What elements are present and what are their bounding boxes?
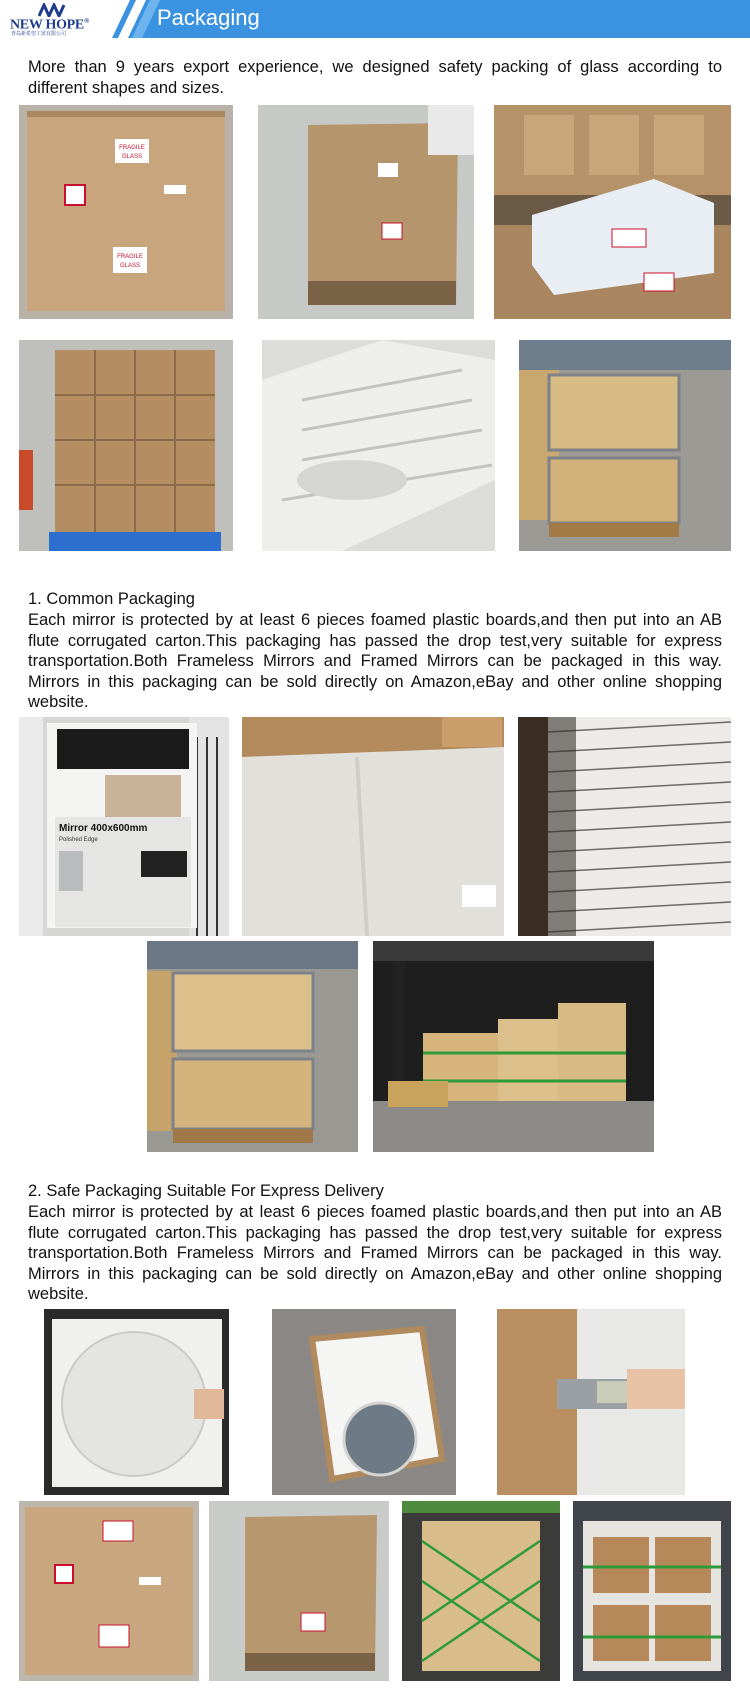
photo-round-mirror-foam <box>44 1309 229 1495</box>
section2-heading: 2. Safe Packaging Suitable For Express Delivery <box>28 1182 384 1200</box>
photo-stacked-boxes <box>518 717 731 936</box>
photo-mirror-in-box <box>272 1309 456 1495</box>
section1-heading: 1. Common Packaging <box>28 590 195 608</box>
photo-crates-closeup <box>147 941 358 1152</box>
svg-text:FRAGILE: FRAGILE <box>117 254 143 260</box>
photo-carton-flat-2 <box>19 1501 199 1681</box>
photo-container-crates <box>573 1501 731 1681</box>
photo-wooden-crates <box>519 340 731 551</box>
photo-carton-long <box>258 105 474 319</box>
photo-container-loading <box>373 941 654 1152</box>
photo-white-box-stack <box>494 105 731 319</box>
photo-carton-flat <box>19 105 233 319</box>
page-title: Packaging <box>157 5 260 30</box>
logo-mark-icon <box>38 3 66 17</box>
svg-text:Polished Edge: Polished Edge <box>59 837 98 843</box>
svg-text:GLASS: GLASS <box>119 263 141 269</box>
photo-container-strapped <box>402 1501 560 1681</box>
svg-text:FRAGILE: FRAGILE <box>119 145 145 151</box>
photo-flat-carton-open <box>242 717 504 936</box>
photo-mirror-box <box>19 717 229 936</box>
logo-text: NEW HOPE® <box>10 17 89 33</box>
company-logo <box>0 0 112 38</box>
svg-text:Mirror 400x600mm: Mirror 400x600mm <box>59 823 148 834</box>
logo-subtitle: 青岛新希望工贸有限公司 <box>11 31 67 37</box>
svg-text:GLASS: GLASS <box>121 154 143 160</box>
page-header <box>0 0 750 38</box>
photo-carton-long-2 <box>209 1501 389 1681</box>
photo-pallet-cartons <box>19 340 233 551</box>
photo-foam-boards <box>262 340 495 551</box>
photo-caliper-measure <box>497 1309 685 1495</box>
intro-text: More than 9 years export experience, we designed safety packing of glass according to different shapes and sizes. <box>28 58 722 97</box>
section2-body: Each mirror is protected by at least 6 pieces foamed plastic boards,and then put into an AB flute corrugated carton.This packaging has passed the drop test,very suitable for express transportation.Both Frameless Mirrors and Framed Mirrors can be packaged in this way. Mirrors in this packaging can be sold directly on Amazon,eBay and other online shopping website. <box>28 1203 722 1303</box>
section1-body: Each mirror is protected by at least 6 pieces foamed plastic boards,and then put into an AB flute corrugated carton.This packaging has passed the drop test,very suitable for express transportation.Both Frameless Mirrors and Framed Mirrors can be packaged in this way. Mirrors in this packaging can be sold directly on Amazon,eBay and other online shopping website. <box>28 611 722 711</box>
